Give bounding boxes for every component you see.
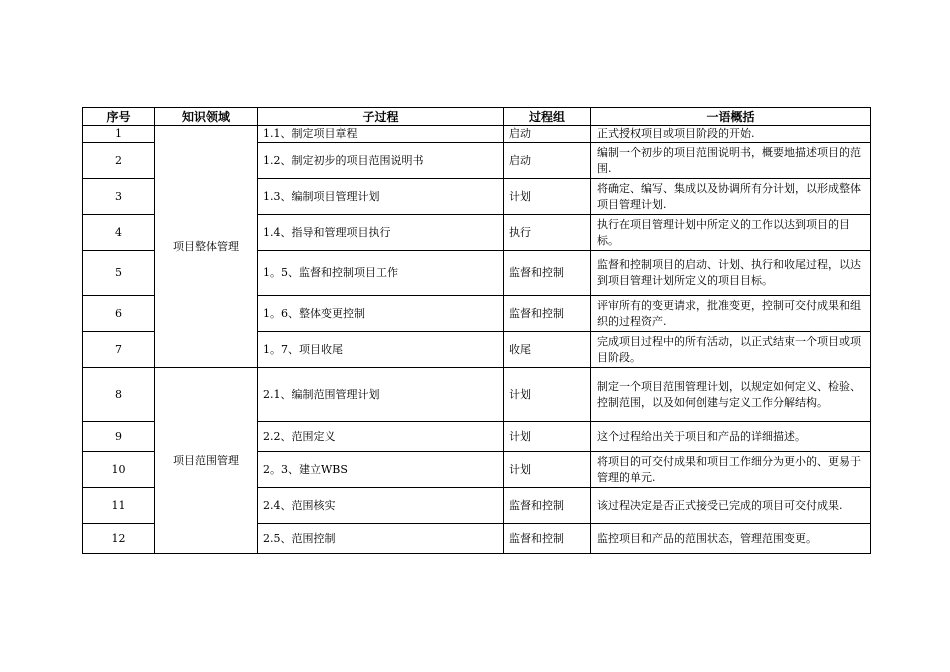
process-group: 收尾 — [504, 332, 591, 368]
row-number: 6 — [83, 296, 155, 332]
subprocess: 2.1、编制范围管理计划 — [258, 368, 504, 422]
subprocess: 1.2、制定初步的项目范围说明书 — [258, 143, 504, 179]
summary: 执行在项目管理计划中所定义的工作以达到项目的目标。 — [591, 215, 871, 251]
table-row — [83, 368, 871, 422]
header-group: 过程组 — [504, 108, 591, 126]
header-no: 序号 — [83, 108, 155, 126]
table-row — [83, 126, 871, 143]
row-number: 7 — [83, 332, 155, 368]
process-group: 监督和控制 — [504, 488, 591, 524]
summary: 该过程决定是否正式接受已完成的项目可交付成果. — [591, 488, 871, 524]
row-number: 5 — [83, 251, 155, 296]
subprocess: 2。3、建立WBS — [258, 452, 504, 488]
row-number: 8 — [83, 368, 155, 422]
process-group: 启动 — [504, 143, 591, 179]
process-table — [82, 107, 871, 554]
row-number: 12 — [83, 524, 155, 554]
row-number: 10 — [83, 452, 155, 488]
process-group: 监督和控制 — [504, 296, 591, 332]
row-number: 1 — [83, 126, 155, 143]
subprocess: 1。5、监督和控制项目工作 — [258, 251, 504, 296]
subprocess: 1.3、编制项目管理计划 — [258, 179, 504, 215]
knowledge-area: 项目范围管理 — [155, 368, 258, 554]
subprocess: 2.2、范围定义 — [258, 422, 504, 452]
summary: 评审所有的变更请求，批准变更，控制可交付成果和组织的过程资产. — [591, 296, 871, 332]
process-group: 监督和控制 — [504, 524, 591, 554]
subprocess: 1。7、项目收尾 — [258, 332, 504, 368]
summary: 监控项目和产品的范围状态，管理范围变更。 — [591, 524, 871, 554]
row-number: 4 — [83, 215, 155, 251]
row-number: 2 — [83, 143, 155, 179]
subprocess: 2.5、范围控制 — [258, 524, 504, 554]
header-subprocess: 子过程 — [258, 108, 504, 126]
process-group: 启动 — [504, 126, 591, 143]
summary: 制定一个项目范围管理计划，以规定如何定义、检验、控制范围，以及如何创建与定义工作分解结构。 — [591, 368, 871, 422]
summary: 正式授权项目或项目阶段的开始. — [591, 126, 871, 143]
subprocess: 1.1、制定项目章程 — [258, 126, 504, 143]
process-group: 计划 — [504, 368, 591, 422]
subprocess: 2.4、范围核实 — [258, 488, 504, 524]
summary: 编制一个初步的项目范围说明书，概要地描述项目的范围. — [591, 143, 871, 179]
process-group: 执行 — [504, 215, 591, 251]
row-number: 3 — [83, 179, 155, 215]
header-summary: 一语概括 — [591, 108, 871, 126]
process-group: 计划 — [504, 422, 591, 452]
process-group: 监督和控制 — [504, 251, 591, 296]
header-area: 知识领域 — [155, 108, 258, 126]
summary: 完成项目过程中的所有活动，以正式结束一个项目或项目阶段。 — [591, 332, 871, 368]
summary: 将确定、编写、集成以及协调所有分计划，以形成整体项目管理计划. — [591, 179, 871, 215]
row-number: 11 — [83, 488, 155, 524]
process-group: 计划 — [504, 179, 591, 215]
process-group: 计划 — [504, 452, 591, 488]
summary: 监督和控制项目的启动、计划、执行和收尾过程，以达到项目管理计划所定义的项目目标。 — [591, 251, 871, 296]
knowledge-area: 项目整体管理 — [155, 126, 258, 368]
summary: 将项目的可交付成果和项目工作细分为更小的、更易于管理的单元. — [591, 452, 871, 488]
summary: 这个过程给出关于项目和产品的详细描述。 — [591, 422, 871, 452]
subprocess: 1。6、整体变更控制 — [258, 296, 504, 332]
header-row — [83, 108, 871, 126]
subprocess: 1.4、指导和管理项目执行 — [258, 215, 504, 251]
row-number: 9 — [83, 422, 155, 452]
